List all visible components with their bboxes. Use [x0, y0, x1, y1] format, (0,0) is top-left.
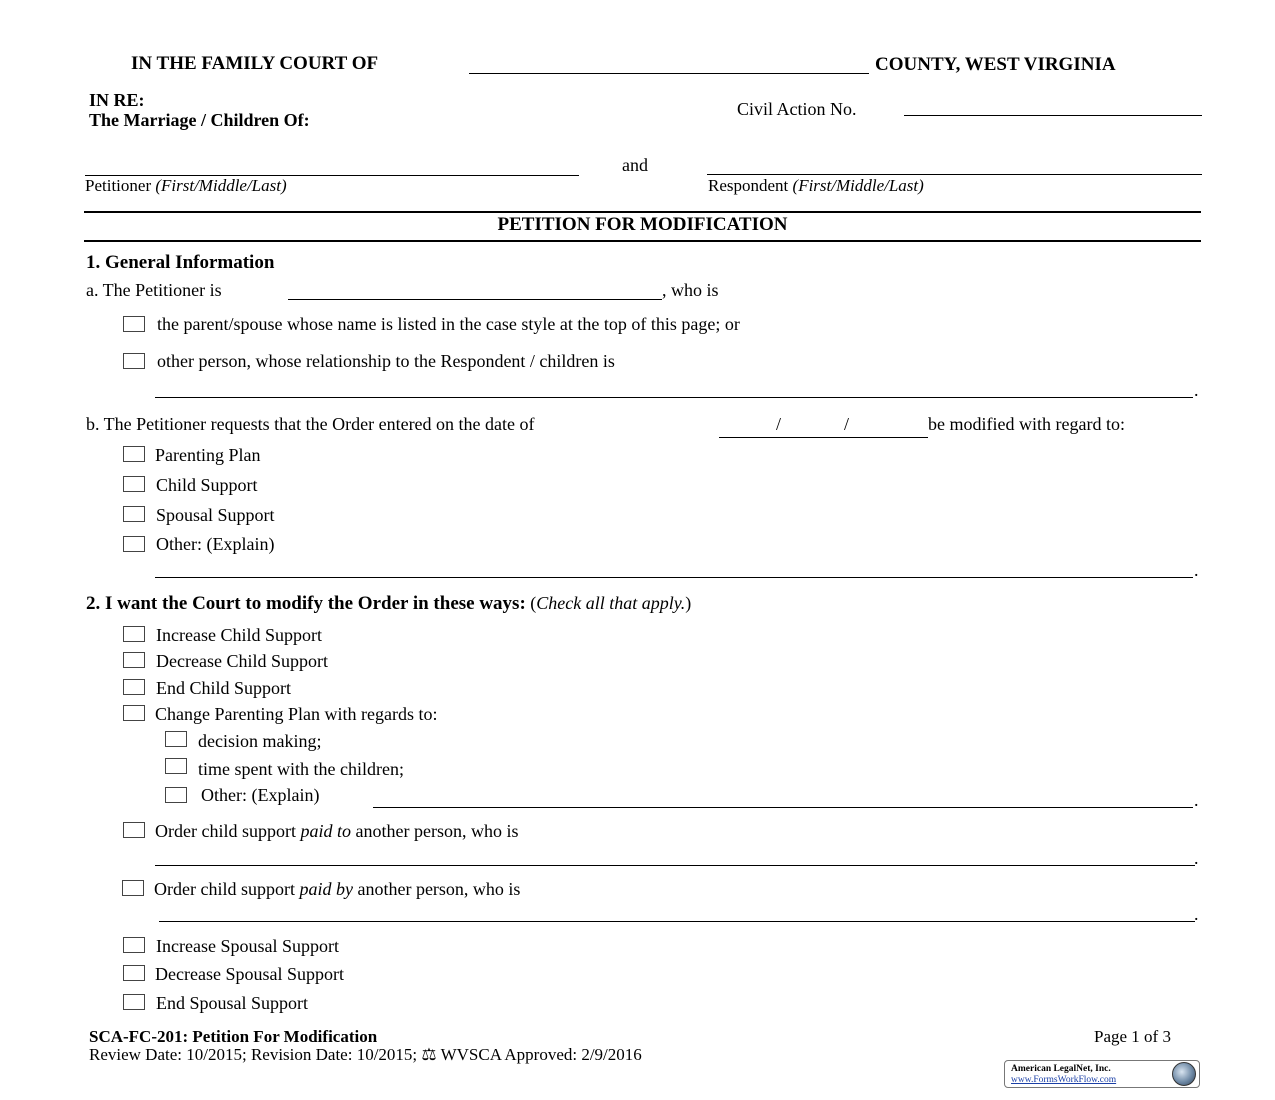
relationship-field[interactable]	[155, 397, 1193, 398]
paid-to-checkbox[interactable]	[123, 822, 145, 838]
civil-action-label: Civil Action No.	[737, 99, 857, 119]
petitioner-is-label: a. The Petitioner is	[86, 280, 222, 300]
and-label: and	[622, 155, 648, 175]
decrease-spousal-support-label: Decrease Spousal Support	[155, 964, 344, 984]
petitioner-is-field[interactable]	[288, 299, 662, 300]
petitioner-caption	[85, 176, 287, 196]
county-field[interactable]	[469, 73, 869, 74]
time-with-children-label: time spent with the children;	[198, 759, 404, 779]
respondent-hint: (First/Middle/Last)	[792, 176, 924, 195]
increase-child-support-label: Increase Child Support	[156, 625, 322, 645]
section2-heading: 2. I want the Court to modify the Order in these ways:	[86, 593, 526, 614]
page-title: PETITION FOR MODIFICATION	[497, 214, 788, 235]
parent-spouse-label: the parent/spouse whose name is listed in the case style at the top of this page; or	[157, 314, 740, 334]
date-slash-1: /	[776, 414, 782, 434]
decrease-child-support-checkbox[interactable]	[123, 652, 145, 668]
globe-icon	[1172, 1062, 1196, 1086]
decision-making-label: decision making;	[198, 731, 322, 751]
spousal-support-label: Spousal Support	[156, 505, 275, 525]
spousal-support-checkbox[interactable]	[123, 506, 145, 522]
scales-icon: ⚖	[421, 1045, 437, 1064]
other-explain-label: Other: (Explain)	[156, 534, 275, 554]
page-number: Page 1 of 3	[1094, 1027, 1171, 1046]
american-legalnet-logo[interactable]	[1004, 1060, 1200, 1088]
order-date-suffix: be modified with regard to:	[928, 414, 1125, 434]
parenting-plan-checkbox[interactable]	[123, 446, 145, 462]
respondent-caption	[708, 176, 924, 196]
decision-making-checkbox[interactable]	[165, 731, 187, 747]
court-prefix: IN THE FAMILY COURT OF	[131, 53, 379, 74]
petitioner-hint: (First/Middle/Last)	[155, 176, 287, 195]
change-parenting-plan-label: Change Parenting Plan with regards to:	[155, 704, 438, 724]
respondent-name-field[interactable]	[707, 174, 1202, 175]
order-date-field[interactable]	[719, 437, 928, 438]
paid-to-field[interactable]	[155, 865, 1195, 866]
other-person-checkbox[interactable]	[123, 353, 145, 369]
title-top-rule	[84, 211, 1201, 213]
child-support-label: Child Support	[156, 475, 258, 495]
review-dates: Review Date: 10/2015; Revision Date: 10/2015; ⚖ WVSCA Approved: 2/9/2016	[89, 1045, 642, 1064]
petitioner-label: Petitioner	[85, 176, 152, 195]
parent-spouse-checkbox[interactable]	[123, 316, 145, 332]
other-explain-field[interactable]	[155, 577, 1193, 578]
respondent-label: Respondent	[708, 176, 789, 195]
end-spousal-support-label: End Spousal Support	[156, 993, 309, 1013]
increase-spousal-support-checkbox[interactable]	[123, 937, 145, 953]
section2-heading-row: 2. I want the Court to modify the Order in these ways: (Check all that apply.)	[86, 593, 692, 614]
parenting-other-label: Other: (Explain)	[201, 785, 320, 805]
parenting-plan-label: Parenting Plan	[155, 445, 261, 465]
end-child-support-label: End Child Support	[156, 678, 292, 698]
civil-action-field[interactable]	[904, 115, 1202, 116]
end-spousal-support-checkbox[interactable]	[123, 994, 145, 1010]
other-person-label: other person, whose relationship to the Respondent / children is	[157, 351, 615, 371]
end-child-support-checkbox[interactable]	[123, 679, 145, 695]
change-parenting-plan-checkbox[interactable]	[123, 705, 145, 721]
increase-spousal-support-label: Increase Spousal Support	[156, 936, 339, 956]
parenting-other-field[interactable]	[373, 807, 1193, 808]
marriage-of-label: The Marriage / Children Of:	[89, 110, 310, 130]
title-bottom-rule	[84, 240, 1201, 242]
order-date-prefix: b. The Petitioner requests that the Order entered on the date of	[86, 414, 535, 434]
logo-link[interactable]: www.FormsWorkFlow.com	[1011, 1075, 1117, 1085]
other-explain-checkbox[interactable]	[123, 536, 145, 552]
increase-child-support-checkbox[interactable]	[123, 626, 145, 642]
time-with-children-checkbox[interactable]	[165, 758, 187, 774]
in-re-label: IN RE:	[89, 90, 145, 110]
child-support-checkbox[interactable]	[123, 476, 145, 492]
paid-by-checkbox[interactable]	[122, 880, 144, 896]
who-is-label: , who is	[662, 280, 719, 300]
court-suffix: COUNTY, WEST VIRGINIA	[875, 54, 1116, 75]
paid-by-label: Order child support paid by another person, who is	[154, 879, 521, 899]
logo-company: American LegalNet, Inc.	[1011, 1064, 1111, 1074]
paid-to-label: Order child support paid to another person, who is	[155, 821, 519, 841]
form-id: SCA-FC-201: Petition For Modification	[89, 1027, 378, 1046]
parenting-other-checkbox[interactable]	[165, 787, 187, 803]
decrease-child-support-label: Decrease Child Support	[156, 651, 328, 671]
section1-heading: 1. General Information	[86, 252, 275, 273]
decrease-spousal-support-checkbox[interactable]	[123, 965, 145, 981]
section2-hint: Check all that apply.	[536, 593, 686, 613]
paid-by-field[interactable]	[159, 921, 1195, 922]
date-slash-2: /	[844, 414, 850, 434]
